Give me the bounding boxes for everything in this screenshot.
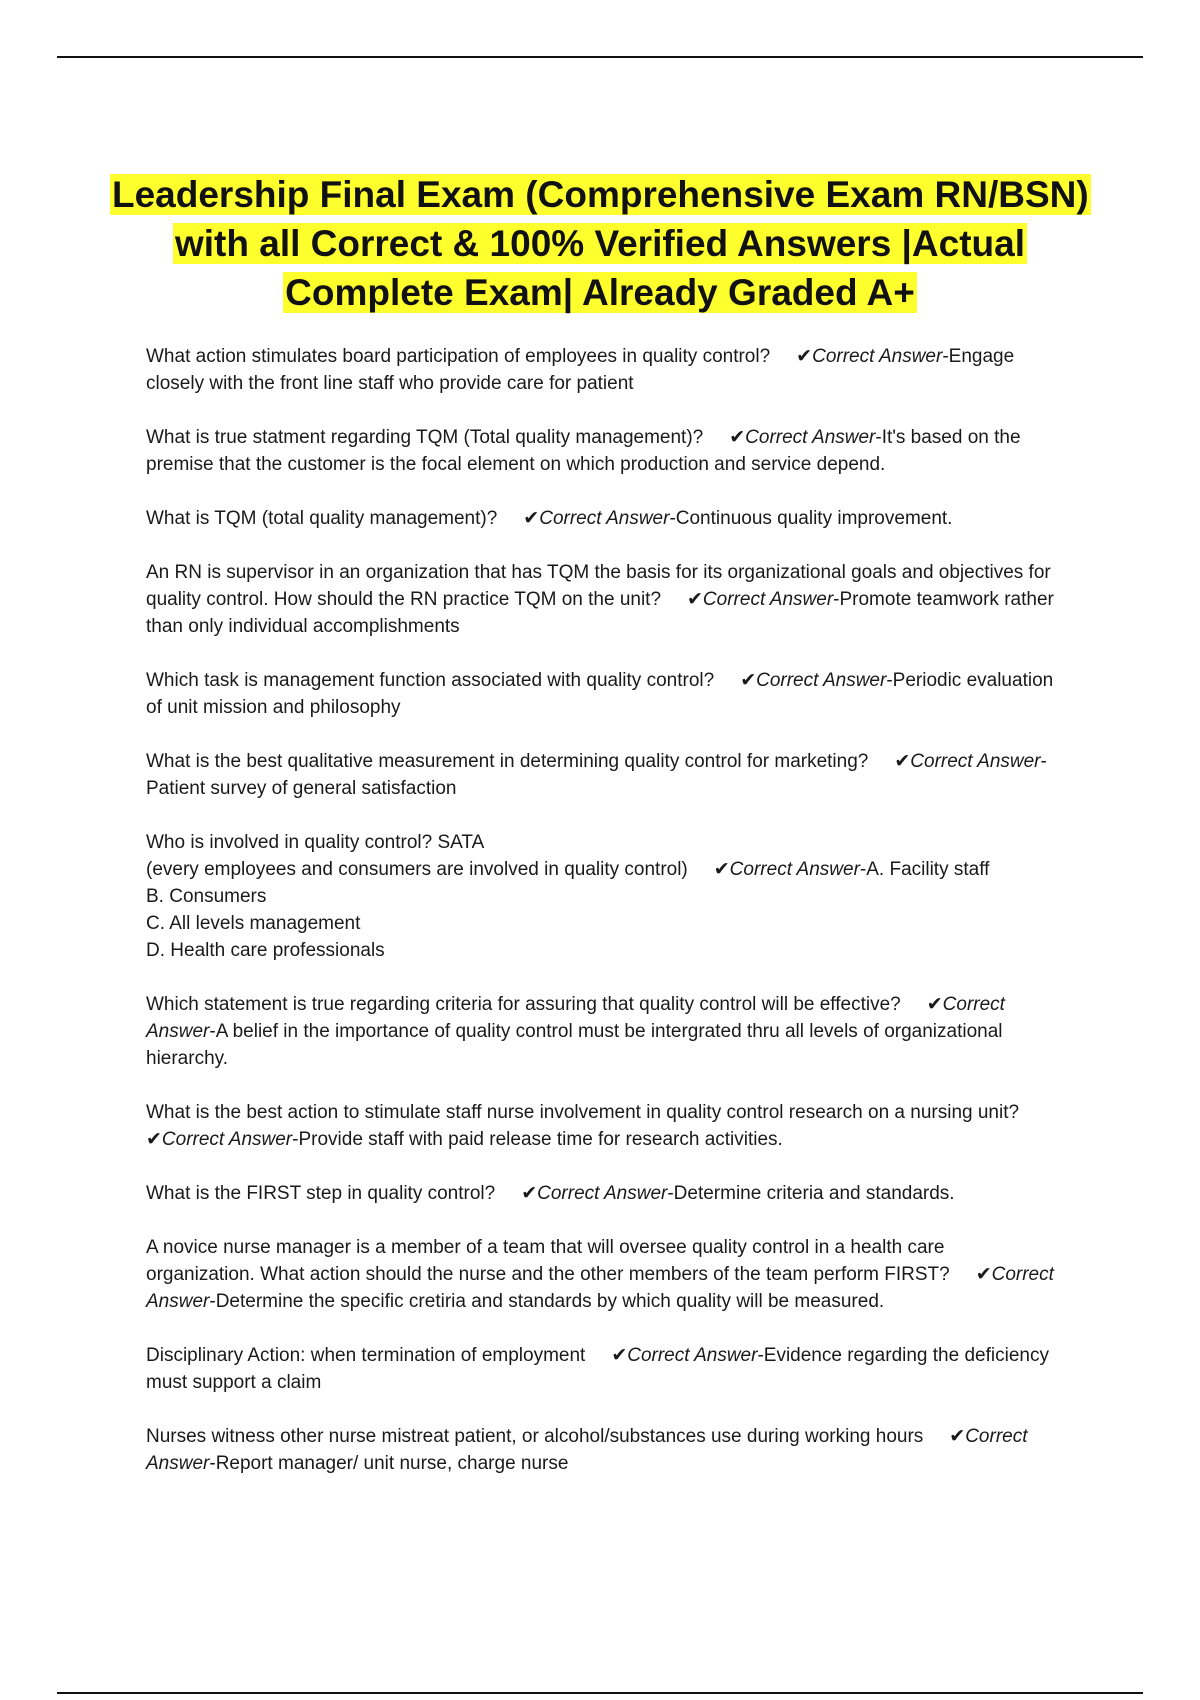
answer-text: Determine criteria and standards. (673, 1183, 955, 1204)
qa-item (146, 1342, 1056, 1396)
qa-item (146, 1234, 1056, 1315)
qa-item (146, 748, 1056, 802)
correct-answer-label: ✔Correct Answer (713, 859, 860, 880)
answer-text: Continuous quality improvement. (675, 508, 953, 529)
question-text: Who is involved in quality control? SATA (every employees and consumers are involved in quality control) (146, 832, 688, 880)
question-text: Nurses witness other nurse mistreat patient, or alcohol/substances use during working hours (146, 1426, 924, 1447)
qa-item (146, 343, 1056, 397)
answer-text: A belief in the importance of quality control must be intergrated thru all levels of organizational hierarchy. (146, 1021, 1003, 1069)
answer-text: It's based on the premise that the customer is the focal element on which production and service depend. (146, 427, 1021, 475)
answer-text: Provide staff with paid release time for research activities. (298, 1129, 783, 1150)
footer-rule (57, 1692, 1143, 1694)
qa-item (146, 991, 1056, 1072)
correct-answer-label: ✔Correct Answer (611, 1345, 758, 1366)
answer-separator: - (667, 1183, 674, 1204)
correct-answer-label: ✔Correct Answer (146, 994, 1005, 1042)
question-text: What is the best action to stimulate staff nurse involvement in quality control research on a nursing unit? (146, 1102, 1020, 1123)
correct-answer-label: ✔Correct Answer (729, 427, 876, 448)
answer-separator: - (886, 670, 893, 691)
answer-text: Report manager/ unit nurse, charge nurse (215, 1453, 569, 1474)
answer-separator: - (859, 859, 867, 880)
answer-separator: - (833, 589, 840, 610)
correct-answer-label: ✔Correct Answer (796, 346, 943, 367)
qa-item (146, 559, 1056, 640)
document-title (110, 170, 1090, 317)
qa-list (146, 343, 1056, 1504)
correct-answer-label: ✔Correct Answer (523, 508, 670, 529)
answer-separator: - (1040, 751, 1047, 772)
question-text: What is the FIRST step in quality control? (146, 1183, 496, 1204)
question-text: An RN is supervisor in an organization that has TQM the basis for its organizational goals and objectives for quality control. How should the RN practice TQM on the unit? (146, 562, 1051, 610)
question-text: What is true statment regarding TQM (Total quality management)? (146, 427, 704, 448)
question-text: What is the best qualitative measurement in determining quality control for marketing? (146, 751, 869, 772)
correct-answer-label: ✔Correct Answer (146, 1426, 1028, 1474)
question-text: Disciplinary Action: when termination of employment (146, 1345, 586, 1366)
answer-text: Determine the specific cretiria and standards by which quality will be measured. (215, 1291, 885, 1312)
qa-item (146, 1423, 1056, 1477)
answer-separator: - (209, 1291, 216, 1312)
answer-text: Engage closely with the front line staff who provide care for patient (146, 346, 1015, 394)
answer-text: Promote teamwork rather than only individual accomplishments (146, 589, 1054, 637)
question-text: Which task is management function associated with quality control? (146, 670, 715, 691)
question-text: What is TQM (total quality management)? (146, 508, 498, 529)
answer-separator: - (875, 427, 882, 448)
question-text: A novice nurse manager is a member of a team that will oversee quality control in a health care organization. What action should the nurse and the other members of the team perform FIRST? (146, 1237, 950, 1285)
answer-text: Periodic evaluation of unit mission and philosophy (146, 670, 1054, 718)
qa-item (146, 1180, 1056, 1207)
question-text: Which statement is true regarding criteria for assuring that quality control will be effective? (146, 994, 901, 1015)
answer-text: Patient survey of general satisfaction (146, 778, 457, 799)
answer-separator: - (669, 508, 676, 529)
qa-item (146, 505, 1056, 532)
answer-separator: - (292, 1129, 299, 1150)
correct-answer-label: ✔Correct Answer (687, 589, 834, 610)
answer-separator: - (757, 1345, 764, 1366)
answer-text: A. Facility staff B. Consumers C. All levels management D. Health care professionals (146, 859, 990, 961)
correct-answer-label: ✔Correct Answer (521, 1183, 668, 1204)
correct-answer-label: ✔Correct Answer (894, 751, 1041, 772)
answer-text: Evidence regarding the deficiency must support a claim (146, 1345, 1049, 1393)
qa-item (146, 424, 1056, 478)
question-text: What action stimulates board participation of employees in quality control? (146, 346, 771, 367)
qa-item (146, 1099, 1056, 1153)
correct-answer-label: ✔Correct Answer (146, 1129, 293, 1150)
qa-item (146, 667, 1056, 721)
title-highlight: Leadership Final Exam (Comprehensive Exam RN/BSN) with all Correct & 100% Verified Answers |Actual Complete Exam| Already Graded A+ (112, 173, 1089, 313)
correct-answer-label: ✔Correct Answer (740, 670, 887, 691)
correct-answer-label: ✔Correct Answer (146, 1264, 1054, 1312)
answer-separator: - (209, 1453, 216, 1474)
qa-item (146, 829, 1056, 964)
header-rule (57, 56, 1143, 58)
answer-separator: - (209, 1021, 216, 1042)
answer-separator: - (942, 346, 949, 367)
